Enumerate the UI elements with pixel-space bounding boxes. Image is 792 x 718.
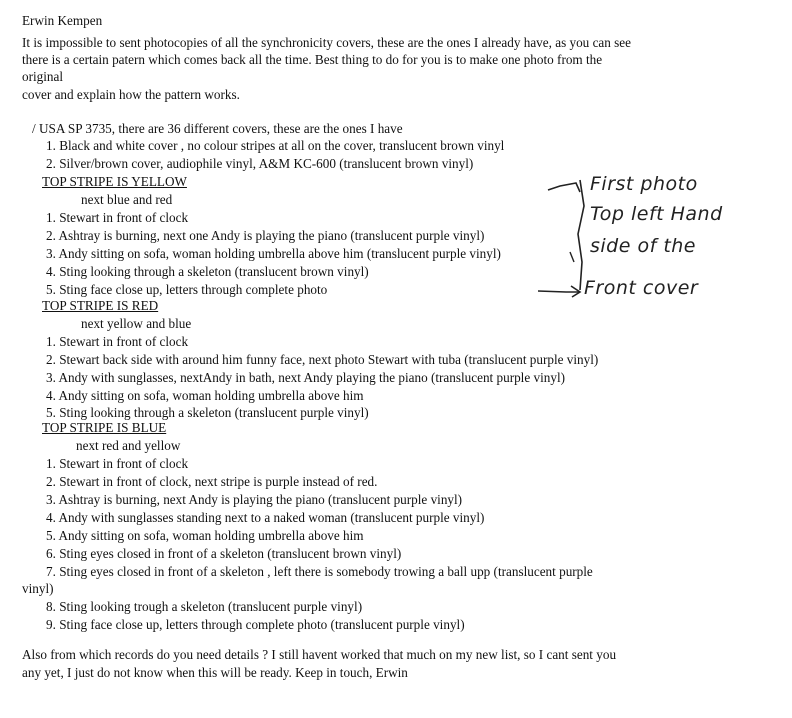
list-item: 1. Stewart in front of clock [46,456,189,471]
section-heading-yellow: TOP STRIPE IS YELLOW [42,174,187,189]
list-item: 3. Andy with sunglasses, nextAndy in bath, next Andy playing the piano (translucent purple vinyl) [46,370,565,385]
list-item: 2. Ashtray is burning, next one Andy is playing the piano (translucent purple vinyl) [46,228,485,243]
list-item: 4. Andy sitting on sofa, woman holding umbrella above him [46,388,364,403]
list-item: 7. Sting eyes closed in front of a skeleton , left there is somebody trowing a ball upp (translucent purple [46,564,593,579]
author-name: Erwin Kempen [22,13,103,28]
list-item: 3. Andy sitting on sofa, woman holding umbrella above him (translucent purple vinyl) [46,246,501,261]
list-item: 4. Sting looking through a skeleton (translucent brown vinyl) [46,264,369,279]
section-heading-red: TOP STRIPE IS RED [42,298,159,313]
list-item: 3. Ashtray is burning, next Andy is playing the piano (translucent purple vinyl) [46,492,463,507]
list-item: 1. Stewart in front of clock [46,210,189,225]
usa-catalog-line: / USA SP 3735, there are 36 different covers, these are the ones I have [32,121,403,136]
intro-line-4: cover and explain how the pattern works. [22,87,240,102]
list-item: 9. Sting face close up, letters through complete photo (translucent purple vinyl) [46,617,465,632]
handwritten-note-line-2: Top left Hand [590,203,723,225]
intro-line-2: there is a certain patern which comes back all the time. Best thing to do for you is to make one photo from the [22,52,603,67]
list-item: 5. Andy sitting on sofa, woman holding umbrella above him [46,528,364,543]
list-item: 6. Sting eyes closed in front of a skeleton (translucent brown vinyl) [46,546,402,561]
intro-line-3: original [22,69,64,84]
next-colors-blue: next red and yellow [76,438,181,453]
list-item: 4. Andy with sunglasses standing next to a naked woman (translucent purple vinyl) [46,510,485,525]
list-item: 8. Sting looking trough a skeleton (translucent purple vinyl) [46,599,363,614]
handwritten-note-line-3: side of the [590,235,697,257]
list-item: 1. Black and white cover , no colour stripes at all on the cover, translucent brown vinyl [46,138,505,153]
next-colors-red: next yellow and blue [81,316,192,331]
closing-line-1: Also from which records do you need details ? I still havent worked that much on my new list, so I cant sent you [22,647,617,662]
intro-line-1: It is impossible to sent photocopies of all the synchronicity covers, these are the ones I already have, as you can see [22,35,632,50]
list-item: 2. Stewart back side with around him funny face, next photo Stewart with tuba (translucent purple vinyl) [46,352,599,367]
list-item: 5. Sting looking through a skeleton (translucent purple vinyl) [46,405,369,420]
list-item: 5. Sting face close up, letters through complete photo [46,282,328,297]
handwritten-note-line-4: Front cover [584,277,699,299]
list-item: 1. Stewart in front of clock [46,334,189,349]
list-item: 2. Silver/brown cover, audiophile vinyl, A&M KC-600 (translucent brown vinyl) [46,156,474,171]
list-item: 2. Stewart in front of clock, next stripe is purple instead of red. [46,474,378,489]
handwritten-note-line-1: First photo [590,173,698,195]
section-heading-blue: TOP STRIPE IS BLUE [42,420,167,435]
closing-line-2: any yet, I just do not know when this will be ready. Keep in touch, Erwin [22,665,408,680]
next-colors-yellow: next blue and red [81,192,173,207]
list-item-continuation: vinyl) [22,581,54,596]
